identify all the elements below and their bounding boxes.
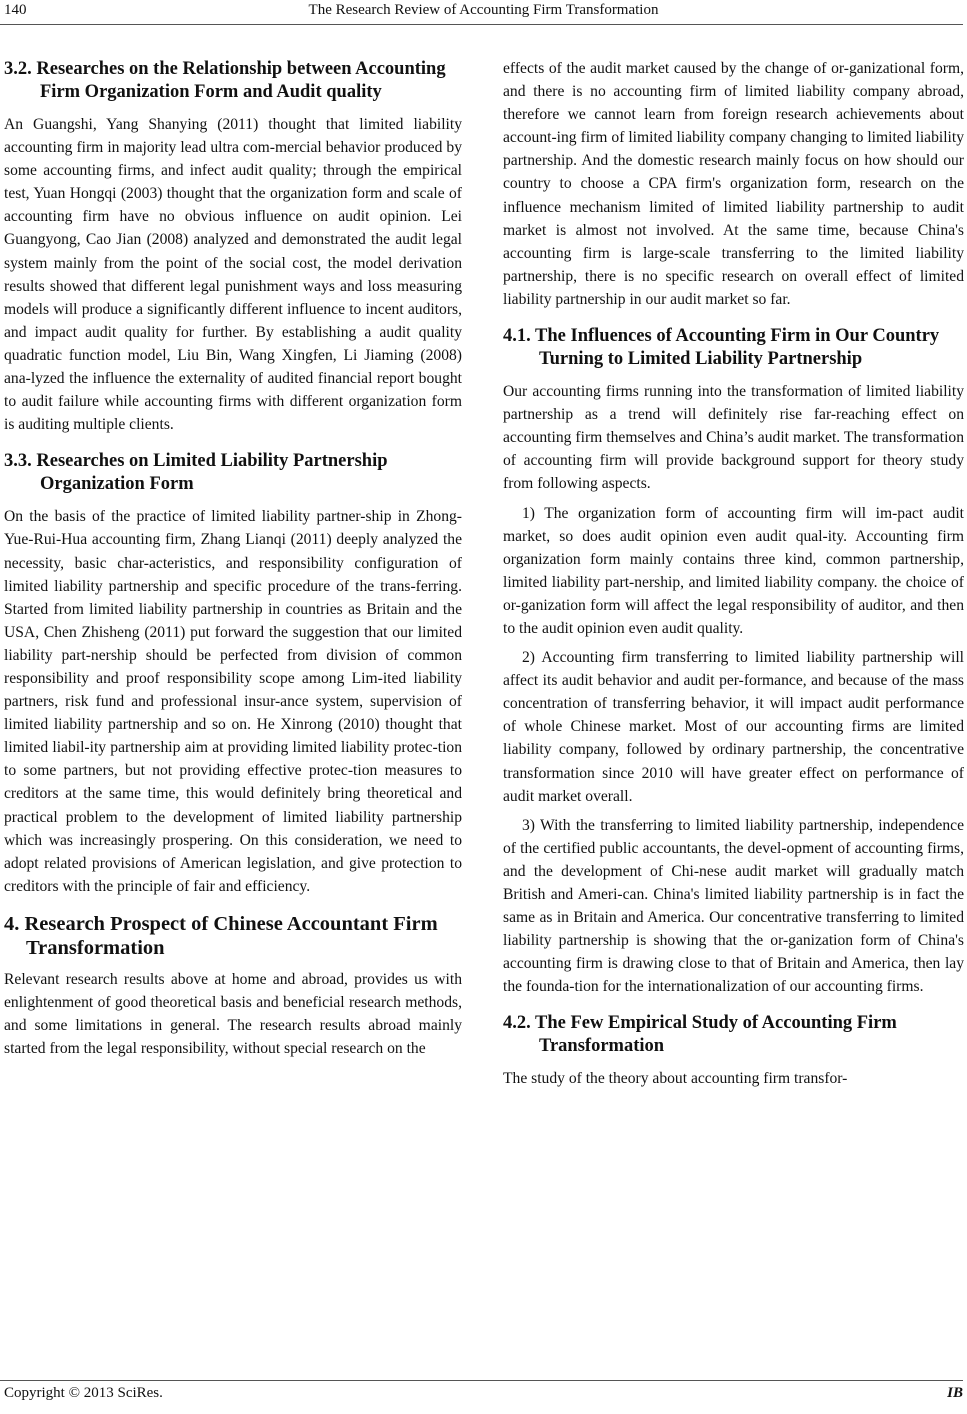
section-4-2-paragraph: The study of the theory about accounting firm transfor-	[503, 1070, 848, 1088]
right-column	[503, 57, 964, 1091]
section-4-1-item-1: 1) The organization form of accounting firm will im-pact audit market, so does audit opinion even audit qual-ity. Accounting firm organization form mainly contains three kind, common partnership, limited liability part-nership, and limited liability company. the choice of or-ganization form will affect the legal responsibility of auditor, and then to the audit opinion even audit quality.	[503, 504, 964, 637]
running-title: The Research Review of Accounting Firm Transformation	[308, 2, 659, 18]
journal-abbreviation: IB	[947, 1385, 963, 1401]
copyright-notice: Copyright © 2013 SciRes.	[4, 1385, 163, 1401]
section-3-3-paragraph: On the basis of the practice of limited liability partner-ship in Zhong-Yue-Rui-Hua accounting firm, Zhang Lianqi (2011) deeply analyzed the necessity, basic char-acteristics, and responsibility configuration of limited liability partnership and specific procedure of the trans-ferring. Started from limited liability partnership in countries as Britain and the USA, Chen Zhisheng (2011) put forward the suggestion that our limited liability part-nership should be perfected from division of common responsibility and proof responsibility scope among Lim-ited liability partners, risk fund and professional insur-ance system, supervision of limited liability partnership and so on. He Xinrong (2010) thought that limited liabil-ity partnership aim at providing limited liability protec-tion to some partners, but not providing effective protec-tion measures to creditors at the same time, this would definitely bring theoretical and practical problem to the development of limited liability partnership which was increasingly prospering. On this consideration, we need to adopt related provisions of American legislation, and give protection to creditors with the principle of fair and efficiency.	[4, 508, 462, 895]
section-4-1-item-3: 3) With the transferring to limited liability partnership, independence of the certified public accountants, the devel-opment of accounting firms, and the development of Chi-nese audit market will gradually match British and Ameri-can. China's limited liability partnership is in fact the same as in Britain and America. Our concentrative transferring to limited liability partnership is showing that the or-ganization form of China's accounting firm is drawing close to that of Britain and America, then lay the founda-tion for the internationalization of our accounting firms.	[503, 816, 964, 996]
section-4-1-item-2: 2) Accounting firm transferring to limited liability partnership will affect its audit behavior and audit per-formance, and because of the mass concentration of transferring behavior, it will impact audit performance of whole Chinese market. Most of our accounting firms are limited liability company, followed by ordinary partnership, the concentrative transformation since 2010 will have greater effect on performance of audit market overall.	[503, 649, 964, 805]
header-rule	[0, 24, 963, 25]
footer-rule	[0, 1380, 963, 1381]
continuation-paragraph: effects of the audit market caused by the change of or-ganizational form, and there is no accounting firm of limited liability company abroad, therefore we cannot learn from foreign research achievements about account-ing firm of limited liability company changing to limited liability partnership. And the domestic research mainly focus on how should our country to choose a CPA firm's organization form, research on the influence mechanism limited of limited liability partnership to audit market is almost not involved. At the same time, because China's accounting firm is large-scale transferring to the limited liability partnership, there is no specific research on overall effect of limited liability partnership in our audit market so far.	[503, 60, 964, 308]
section-3-2-heading: 3.2. Researches on the Relationship between Accounting Firm Organization Form and Audit quality	[4, 59, 446, 102]
section-4-2-heading: 4.2. The Few Empirical Study of Accounting Firm Transformation	[503, 1013, 897, 1056]
section-4-heading: 4. Research Prospect of Chinese Accountant Firm Transformation	[4, 912, 438, 959]
section-4-paragraph: Relevant research results above at home and abroad, provides us with enlightenment of good theoretical basis and beneficial research methods, and some limitations in general. The research results abroad mainly started from the legal responsibility, without special research on the	[4, 970, 462, 1058]
page-header	[4, 2, 963, 22]
section-3-2-paragraph: An Guangshi, Yang Shanying (2011) thought that limited liability accounting firm in majority lead ultra com-mercial behavior produced by some accounting firms, and infect audit quality; through the empirical test, Yuan Hongqi (2003) thought that the organization form and scale of accounting firm have no obvious influence on audit opinion. Lei Guangyong, Cao Jian (2008) analyzed and demonstrated the audit legal system mainly from the point of the social cost, the model derivation results showed that different legal punishment ways and loss measuring models will produce a significantly different influence to incent auditors, and impact audit quality for further. By establishing a audit quality quadratic function model, Liu Bin, Wang Xingfen, Li Jiaming (2008) ana-lyzed the influence the externality of audited financial report bought to audit failure while accounting firms with different organization form is auditing multiple clients.	[4, 116, 462, 434]
page-number: 140	[4, 2, 27, 18]
section-3-3-heading: 3.3. Researches on Limited Liability Partnership Organization Form	[4, 451, 388, 494]
left-column	[4, 58, 462, 1060]
section-4-1-heading: 4.1. The Influences of Accounting Firm in Our Country Turning to Limited Liability Partnership	[503, 326, 940, 369]
section-4-1-paragraph: Our accounting firms running into the transformation of limited liability partnership as a trend will definitely rise far-reaching effect on accounting firm themselves and China’s audit market. The transformation of accounting firm will provide background support for theory study from following aspects.	[503, 383, 964, 493]
